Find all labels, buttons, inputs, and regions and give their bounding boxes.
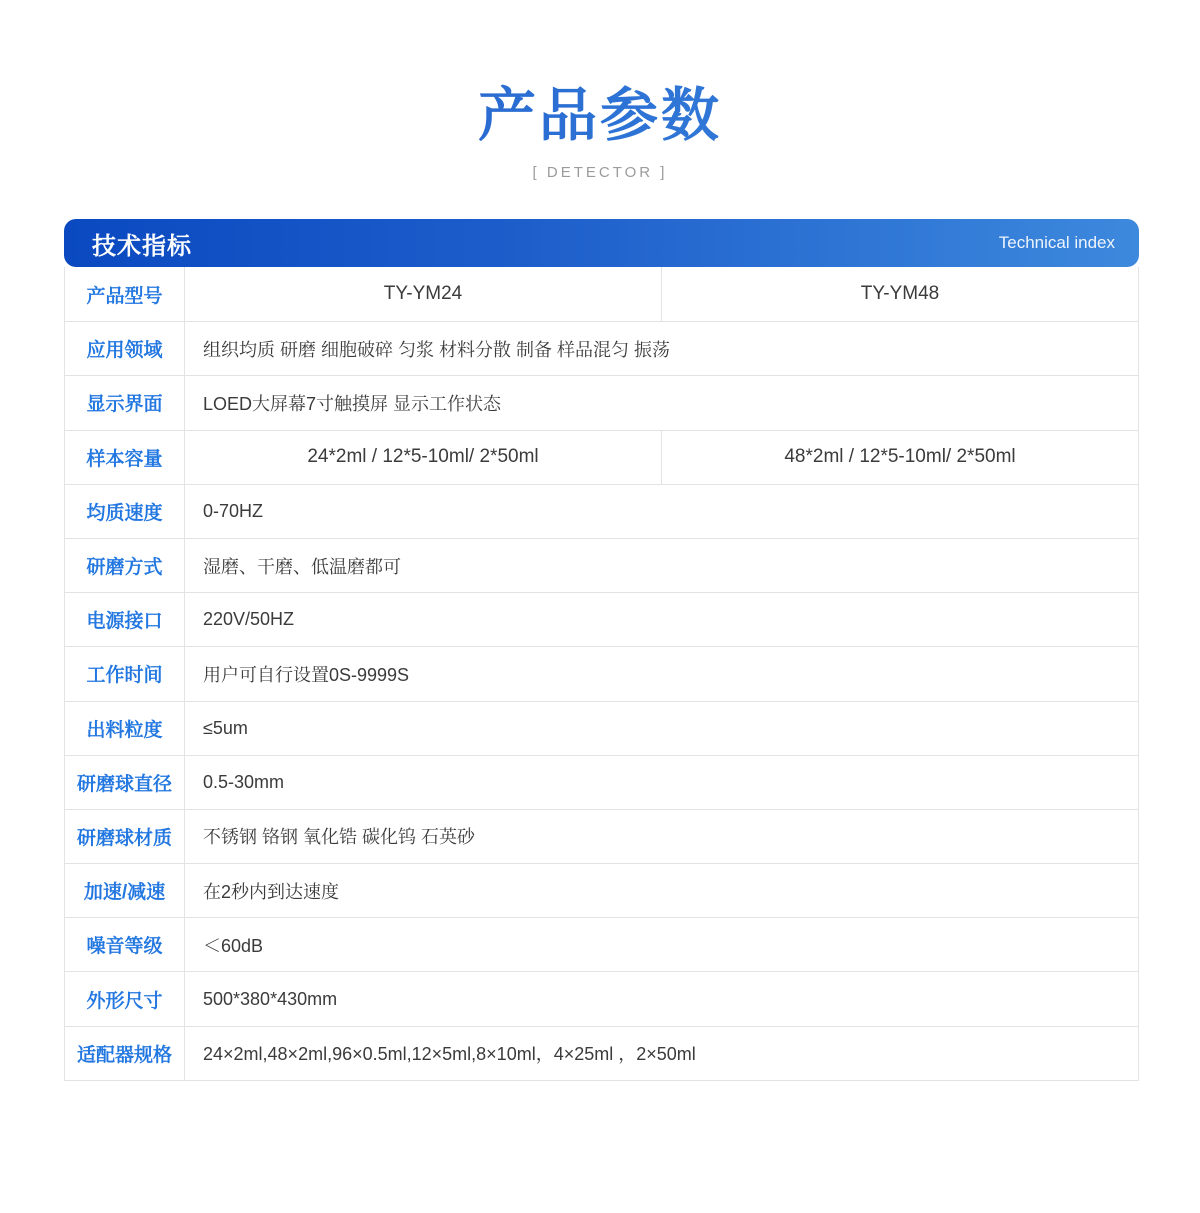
spec-panel — [64, 219, 1139, 1081]
row-value: 不锈钢 铬钢 氧化锆 碳化钨 石英砂 — [203, 827, 476, 848]
row-label: 出料粒度 — [65, 702, 185, 755]
row-cell: TY-YM48 — [661, 267, 1138, 321]
row-label: 工作时间 — [65, 647, 185, 700]
row-label: 产品型号 — [65, 267, 185, 321]
row-label: 应用领域 — [65, 322, 185, 375]
panel-header — [64, 219, 1139, 267]
table-row — [65, 484, 1138, 538]
row-value: 220V/50HZ — [203, 609, 295, 630]
row-label: 显示界面 — [65, 376, 185, 429]
row-label: 研磨球材质 — [65, 810, 185, 863]
table-row — [65, 701, 1138, 755]
table-row — [65, 430, 1138, 484]
table-row — [65, 646, 1138, 700]
row-label: 加速/减速 — [65, 864, 185, 917]
table-row — [65, 863, 1138, 917]
row-value: ＜60dB — [203, 935, 264, 956]
row-label: 样本容量 — [65, 431, 185, 484]
table-row — [65, 809, 1138, 863]
row-label: 噪音等级 — [65, 918, 185, 971]
row-value: 用户可自行设置0S-9999S — [203, 664, 410, 685]
row-value: 0-70HZ — [203, 500, 264, 521]
row-label: 研磨球直径 — [65, 756, 185, 809]
row-value: 0.5-30mm — [203, 771, 285, 792]
row-cell: 24*2ml / 12*5-10ml/ 2*50ml — [307, 446, 539, 468]
row-value: 组织均质 研磨 细胞破碎 匀浆 材料分散 制备 样品混匀 振荡 — [203, 339, 671, 360]
page-subtitle: [ DETECTOR ] — [532, 164, 668, 181]
row-value: 500*380*430mm — [203, 988, 338, 1009]
row-value: 湿磨、干磨、低温磨都可 — [203, 556, 401, 577]
panel-header-title-en: Technical index — [998, 233, 1115, 252]
table-row — [65, 538, 1138, 592]
table-row — [65, 321, 1138, 375]
table-row — [65, 971, 1138, 1025]
row-cell: TY-YM24 — [383, 283, 463, 305]
row-value: ≤5um — [203, 717, 248, 738]
row-value: LOED大屏幕7寸触摸屏 显示工作状态 — [203, 393, 502, 414]
row-label: 研磨方式 — [65, 539, 185, 592]
page-title: 产品参数 — [0, 68, 1200, 152]
row-label: 适配器规格 — [65, 1027, 185, 1080]
row-label: 电源接口 — [65, 593, 185, 646]
row-label: 外形尺寸 — [65, 972, 185, 1025]
spec-table — [64, 267, 1139, 1081]
table-row — [65, 1026, 1138, 1080]
table-row — [65, 917, 1138, 971]
panel-header-title-cn: 技术指标 — [92, 232, 192, 260]
table-row — [65, 755, 1138, 809]
row-label: 均质速度 — [65, 485, 185, 538]
row-cell: 48*2ml / 12*5-10ml/ 2*50ml — [661, 431, 1138, 484]
page — [0, 68, 1200, 1081]
table-row — [65, 592, 1138, 646]
table-row — [65, 267, 1138, 321]
row-value: 在2秒内到达速度 — [203, 881, 340, 902]
table-row — [65, 375, 1138, 429]
row-value: 24×2ml,48×2ml,96×0.5ml,12×5ml,8×10ml，4×25ml ，2×50ml — [203, 1044, 696, 1065]
